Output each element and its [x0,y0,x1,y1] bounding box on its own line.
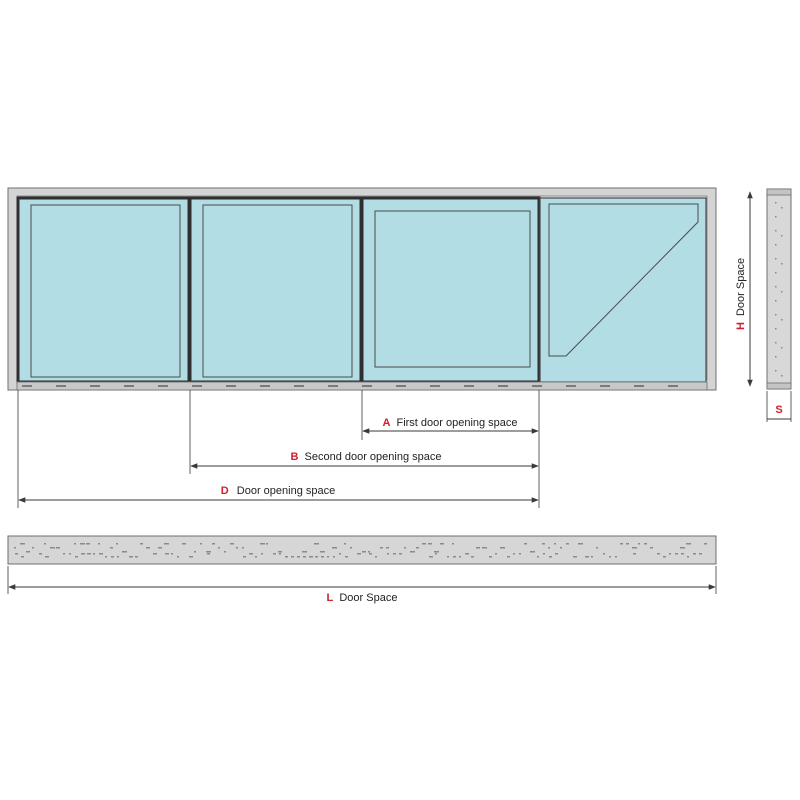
door-panel-1 [18,198,189,382]
front-elevation [8,188,716,390]
track-dot [548,547,550,549]
track-dot [591,556,593,558]
s-letter: S [775,404,783,416]
track-slot [158,385,168,387]
track-slot [634,385,644,387]
track-dot [164,543,169,545]
track-dot [543,553,545,555]
track-dot [212,543,215,545]
track-dot [158,547,162,549]
track-dot [98,543,100,545]
track-slot [566,385,576,387]
track-dot [81,553,85,555]
track-dot [315,556,318,558]
track-dot [236,547,238,549]
track-dot [309,556,313,558]
l-dimension-label [327,592,398,604]
track-dot [116,543,118,545]
track-dot [663,556,666,558]
track-dot [603,553,605,555]
track-dot [416,547,419,549]
track-dot [93,553,95,555]
track-dot [573,556,577,558]
track-slot [22,385,32,387]
track-dot [117,556,119,558]
track-dot [111,556,114,558]
track-dot [320,551,325,553]
track-dot [386,547,389,549]
track-dot [291,556,294,558]
track-dot [657,553,660,555]
side-dot [775,244,777,246]
track-dot [693,553,696,555]
d-letter: D [220,485,229,497]
track-slot [192,385,202,387]
track-dot [459,556,461,558]
track-dot [273,553,276,555]
track-dot [266,543,268,545]
h-text: Door Space [735,257,747,317]
track-dot [699,553,702,555]
track-dot [566,543,569,545]
track-dot [596,547,598,549]
a-text: First door opening space [396,417,518,429]
track-dot [332,547,337,549]
side-dot [775,300,777,302]
track-dot [189,556,193,558]
b-dimension-label [290,451,441,463]
track-dot [393,553,396,555]
track-dot [519,553,521,555]
track-dot [633,553,636,555]
track-dot [279,553,281,555]
track-dot [15,553,18,555]
track-dot [146,547,150,549]
track-dot [303,556,306,558]
track-dot [177,556,179,558]
track-dot [129,556,133,558]
side-dot [781,291,783,293]
glass-inner-3 [375,211,530,367]
track-dot [404,547,406,549]
top-track-plan [8,536,716,604]
track-dot [368,551,370,553]
track-dot [122,551,127,553]
track-slot [294,385,304,387]
track-dot [632,547,637,549]
track-dot [135,556,138,558]
track-dot [638,543,640,545]
track-dot [207,553,210,555]
top-track-profile [8,536,716,564]
track-dot [32,547,34,549]
side-dot [781,207,783,209]
track-dot [620,543,623,545]
side-dot [781,263,783,265]
track-dot [428,543,432,545]
track-dot [687,556,689,558]
side-dot [775,272,777,274]
track-slot [56,385,66,387]
track-dot [20,543,25,545]
side-dot [775,370,777,372]
track-dot [704,543,707,545]
track-dot [344,543,346,545]
track-dot [615,556,617,558]
side-dot [775,286,777,288]
track-dot [74,543,76,545]
track-dot [489,556,492,558]
track-dot [321,556,324,558]
track-dot [542,543,545,545]
side-dot [775,258,777,260]
track-dot [339,553,341,555]
track-slot [90,385,100,387]
track-dot [447,556,449,558]
track-dot [471,556,474,558]
track-dot [224,551,226,553]
track-slot [668,385,678,387]
track-dot [440,543,444,545]
track-dot [80,543,85,545]
track-dot [345,556,348,558]
side-dot [775,356,777,358]
side-profile-bottom [767,383,791,389]
track-dot [429,556,433,558]
track-dot [513,553,515,555]
track-dot [255,556,257,558]
track-dot [530,551,535,553]
track-dot [452,543,454,545]
track-dot [242,547,244,549]
track-dot [434,551,439,553]
track-dot [153,553,157,555]
side-dot [781,319,783,321]
track-dot [680,547,685,549]
track-dot [435,553,437,555]
track-dot [681,553,684,555]
track-dot [333,556,335,558]
track-dot [609,556,611,558]
track-dot [399,553,402,555]
b-letter: B [290,451,299,463]
track-dot [218,547,220,549]
track-dot [105,556,107,558]
track-dot [165,553,169,555]
track-dot [626,543,629,545]
track-dot [507,556,510,558]
track-dot [87,553,91,555]
track-dot [555,553,558,555]
side-profile-top [767,189,791,195]
track-dot [194,551,196,553]
track-dot [45,556,49,558]
track-dot [14,547,16,549]
track-dot [410,551,415,553]
track-dot [650,547,653,549]
a-letter: A [382,417,391,429]
track-dot [482,547,487,549]
track-dot [465,553,469,555]
l-letter: L [326,592,334,604]
door-panel-4 [540,198,706,382]
track-slot [328,385,338,387]
track-dot [375,556,377,558]
track-dot [21,556,24,558]
track-slot [430,385,440,387]
glass-inner-2 [203,205,352,377]
track-dot [230,543,234,545]
track-dot [314,543,319,545]
track-dot [200,543,202,545]
track-dot [476,547,480,549]
door-panel-2 [190,198,361,382]
track-dot [63,553,65,555]
track-dot [297,556,300,558]
side-dot [781,235,783,237]
track-dot [537,556,539,558]
track-dot [422,543,426,545]
h-dimension-label [735,258,747,330]
track-dot [249,553,253,555]
track-dot [585,556,589,558]
track-dot [669,553,671,555]
track-dot [278,551,282,553]
track-dot [549,556,552,558]
track-dot [206,551,211,553]
track-slot [532,385,542,387]
side-dot [781,347,783,349]
track-slot [226,385,236,387]
track-dot [453,556,456,558]
side-dot [775,230,777,232]
track-dot [56,547,60,549]
side-section [735,189,791,422]
track-dot [140,543,143,545]
track-dot [39,553,42,555]
track-slot [124,385,134,387]
track-dot [357,553,361,555]
track-dot [578,543,583,545]
h-letter: H [735,322,747,331]
track-dot [387,553,389,555]
track-dot [350,547,352,549]
track-dot [26,551,30,553]
track-dot [500,547,505,549]
l-text: Door Space [339,592,398,604]
track-dot [644,543,647,545]
b-text: Second door opening space [304,451,442,463]
track-dot [554,543,556,545]
track-slot [600,385,610,387]
track-dot [243,556,246,558]
track-dot [50,547,55,549]
d-text: Door opening space [236,485,336,497]
track-dot [69,553,71,555]
side-profile [767,189,791,389]
track-dot [261,553,263,555]
track-dot [524,543,527,545]
side-dot [775,328,777,330]
d-dimension-label [221,485,335,497]
track-dot [110,547,113,549]
track-slot [498,385,508,387]
track-dot [182,543,186,545]
a-dimension-label [382,417,517,429]
door-panel-3 [362,198,539,382]
track-dot [171,553,173,555]
opening-dimensions [18,390,539,508]
glass-inner-1 [31,205,180,377]
track-dot [380,547,383,549]
side-dot [775,202,777,204]
track-dot [369,553,372,555]
track-dot [86,543,90,545]
track-slot [362,385,372,387]
track-dot [302,551,307,553]
track-slot [396,385,406,387]
track-dot [285,556,288,558]
track-dot [675,553,678,555]
track-dot [560,547,562,549]
track-dot [495,553,497,555]
track-dot [327,556,329,558]
track-slot [260,385,270,387]
track-dot [99,553,103,555]
track-slot [464,385,474,387]
side-dot [781,375,783,377]
track-dot [260,543,265,545]
track-dot [75,556,78,558]
track-dot [686,543,691,545]
side-dot [775,314,777,316]
track-dot [362,551,366,553]
side-dot [775,342,777,344]
track-dot [44,543,46,545]
side-dot [775,216,777,218]
